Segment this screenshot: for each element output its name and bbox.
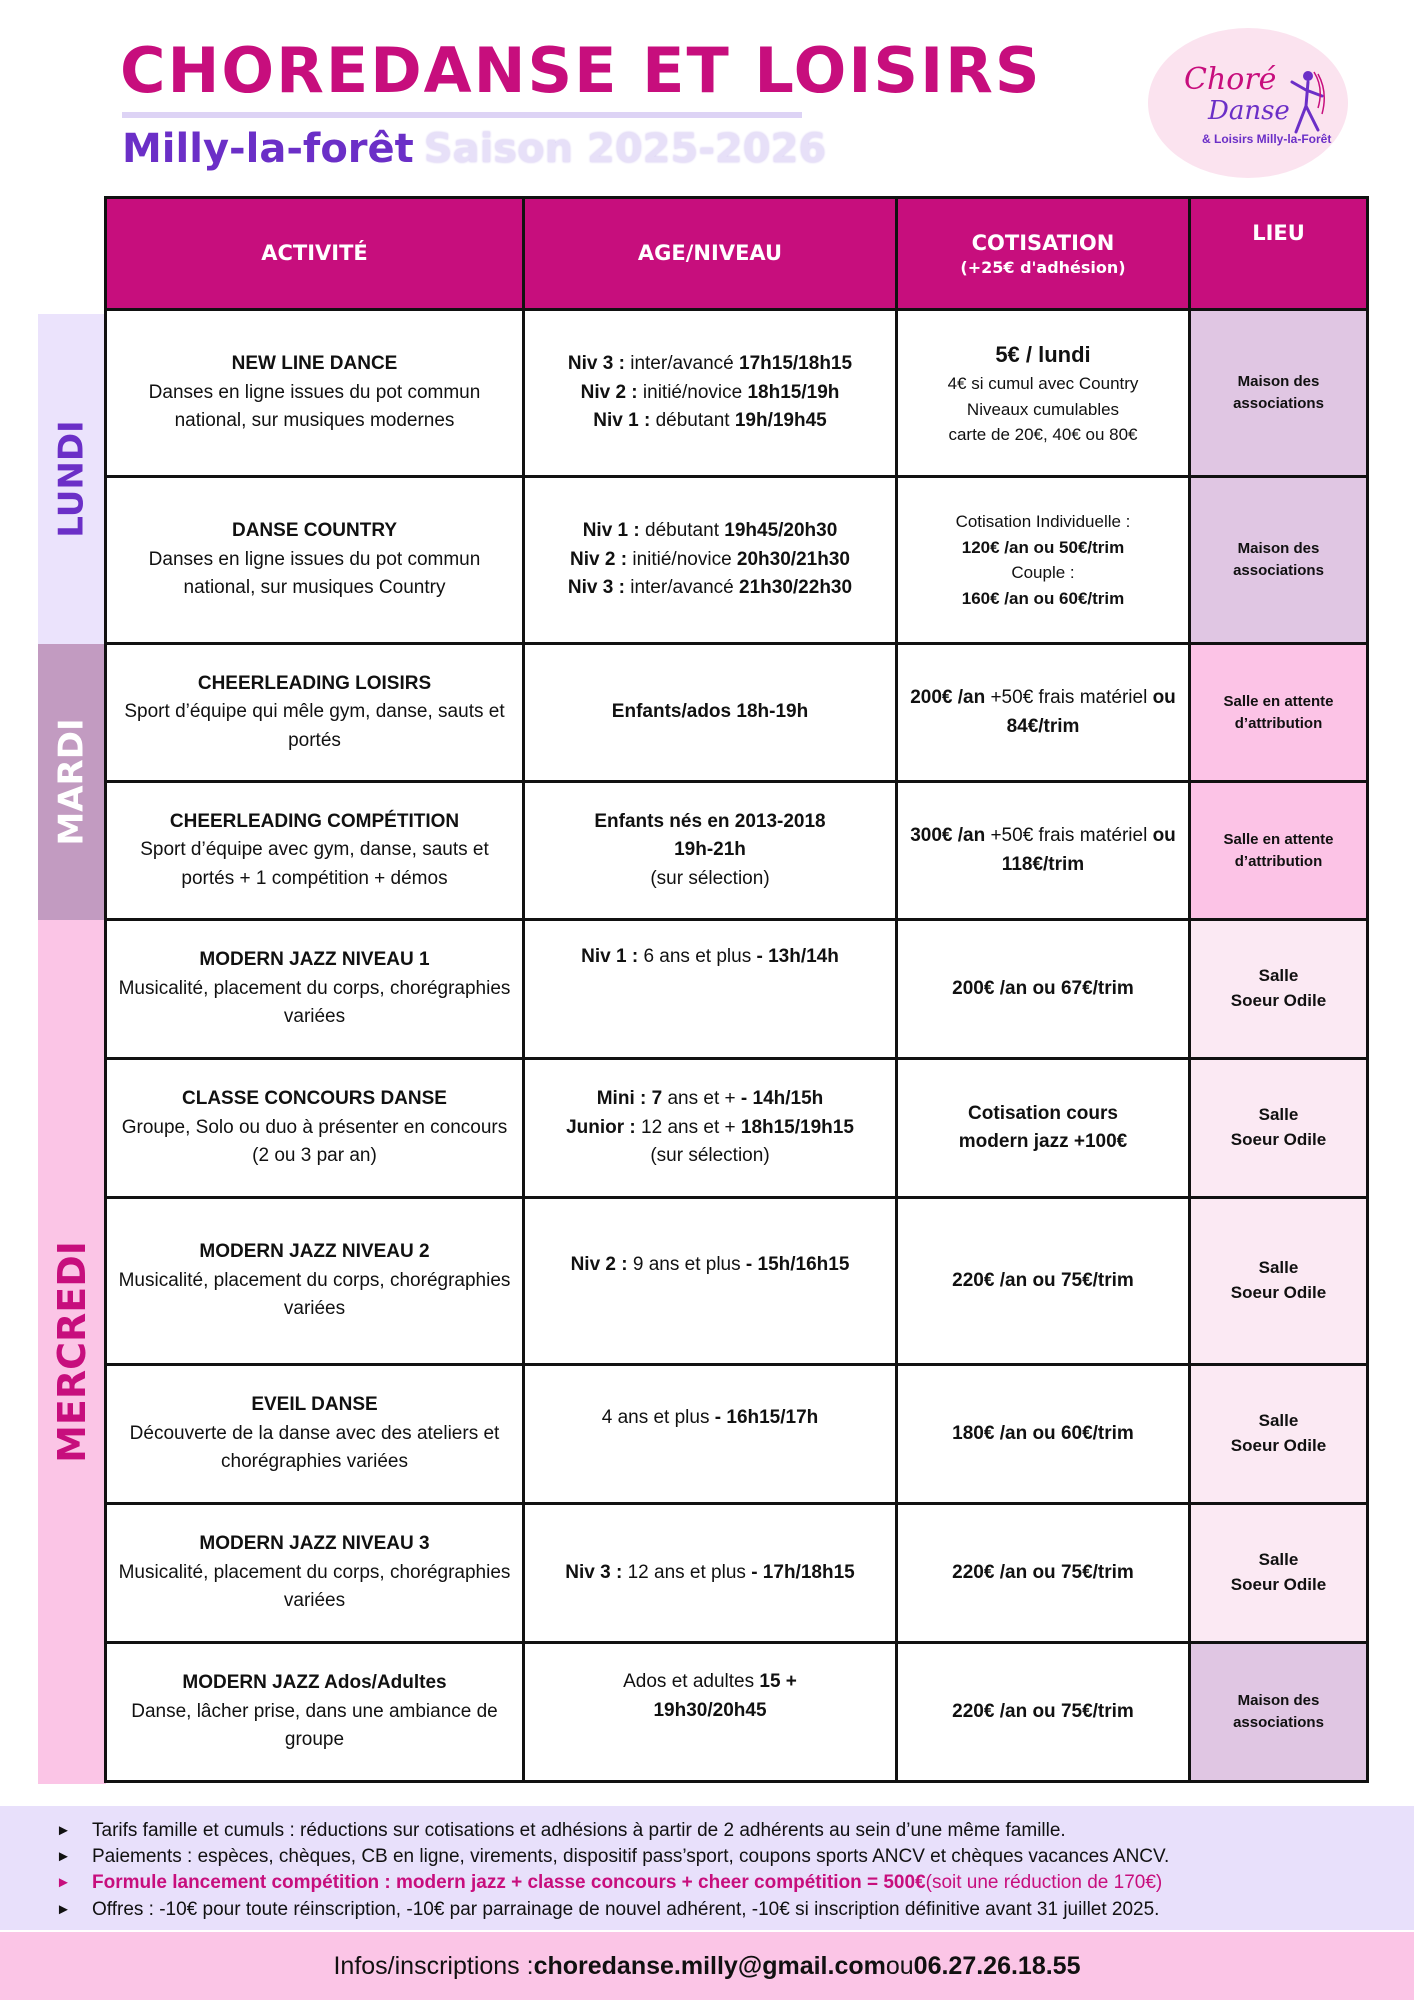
lieu-cell: Salle en attente d’attribution xyxy=(1190,644,1368,782)
cotisation-cell: 220€ /an ou 75€/trim xyxy=(897,1643,1190,1782)
day-label-mardi: MARDI xyxy=(38,644,106,920)
table-row xyxy=(106,1365,1368,1504)
table-row xyxy=(106,310,1368,477)
cotisation-cell: 5€ / lundi 4€ si cumul avec Country Niveaux cumulables carte de 20€, 40€ ou 80€ xyxy=(897,310,1190,477)
age-cell: Niv 1 : débutant 19h45/20h30 Niv 2 : initié/novice 20h30/21h30 Niv 3 : inter/avancé 21h30/22h30 xyxy=(524,477,897,644)
cotisation-cell: 300€ /an +50€ frais matériel ou 118€/trim xyxy=(897,782,1190,920)
age-cell: Enfants/ados 18h-19h xyxy=(524,644,897,782)
note-item: ► Offres : -10€ pour toute réinscription, -10€ par parrainage de nouvel adhérent, -10€ si inscription définitive avant 31 juillet 2025. xyxy=(56,1897,1414,1923)
col-header-lieu: LIEU xyxy=(1190,198,1368,310)
activity-cell: MODERN JAZZ Ados/Adultes Danse, lâcher prise, dans une ambiance de groupe xyxy=(106,1643,524,1782)
activity-cell: CHEERLEADING COMPÉTITION Sport d’équipe avec gym, danse, sauts et portés + 1 compétition + démos xyxy=(106,782,524,920)
table-row xyxy=(106,1643,1368,1782)
activity-cell: MODERN JAZZ NIVEAU 1 Musicalité, placement du corps, chorégraphies variées xyxy=(106,920,524,1059)
age-cell: Enfants nés en 2013-2018 19h-21h (sur sélection) xyxy=(524,782,897,920)
note-item: ► Tarifs famille et cumuls : réductions sur cotisations et adhésions à partir de 2 adhérents au sein d’une même famille. xyxy=(56,1818,1414,1844)
age-cell: Ados et adultes 15 + 19h30/20h45 xyxy=(524,1643,897,1782)
table-row xyxy=(106,1504,1368,1643)
activity-cell: CHEERLEADING LOISIRS Sport d’équipe qui mêle gym, danse, sauts et portés xyxy=(106,644,524,782)
footer-or: ou xyxy=(885,1951,914,1980)
lieu-cell: Maison des associations xyxy=(1190,310,1368,477)
arrow-right-icon: ► xyxy=(56,1874,71,1892)
contact-footer xyxy=(0,1932,1414,2000)
table-row xyxy=(106,477,1368,644)
table-row xyxy=(106,1198,1368,1365)
note-item-highlight: ► Formule lancement compétition : modern jazz + classe concours + cheer compétition = 500€ (soit une réduction de 170€) xyxy=(56,1870,1414,1896)
arrow-right-icon: ► xyxy=(56,1822,71,1839)
lieu-cell: Salle en attente d’attribution xyxy=(1190,782,1368,920)
table-row xyxy=(106,782,1368,920)
logo-text-danse: Danse xyxy=(1208,96,1290,126)
lieu-cell: Salle Soeur Odile xyxy=(1190,1504,1368,1643)
schedule-table xyxy=(104,196,1369,1783)
contact-phone[interactable]: 06.27.26.18.55 xyxy=(913,1951,1081,1980)
day-label-mercredi: MERCREDI xyxy=(38,920,106,1784)
arrow-right-icon: ► xyxy=(56,1900,71,1918)
page-title: CHOREDANSE ET LOISIRS xyxy=(120,34,1042,107)
town-name: Milly-la-forêt xyxy=(122,126,414,172)
activity-cell: DANSE COUNTRY Danses en ligne issues du pot commun national, sur musiques Country xyxy=(106,477,524,644)
cotisation-cell: Cotisation cours modern jazz +100€ xyxy=(897,1059,1190,1198)
activity-cell: NEW LINE DANCE Danses en ligne issues du pot commun national, sur musiques modernes xyxy=(106,310,524,477)
season-label: Saison 2025-2026 xyxy=(423,126,827,172)
cotisation-cell: Cotisation Individuelle : 120€ /an ou 50€/trim Couple : 160€ /an ou 60€/trim xyxy=(897,477,1190,644)
age-cell: Niv 3 : inter/avancé 17h15/18h15 Niv 2 : initié/novice 18h15/19h Niv 1 : débutant 19h/19h45 xyxy=(524,310,897,477)
table-row xyxy=(106,644,1368,782)
logo-text-loisirs: & Loisirs Milly-la-Forêt xyxy=(1202,132,1332,146)
footer-label: Infos/inscriptions : xyxy=(333,1951,534,1980)
dancer-icon xyxy=(1288,68,1328,138)
cotisation-cell: 200€ /an +50€ frais matériel ou 84€/trim xyxy=(897,644,1190,782)
lieu-cell: Maison des associations xyxy=(1190,477,1368,644)
table-row xyxy=(106,920,1368,1059)
age-cell: Niv 2 : 9 ans et plus - 15h/16h15 xyxy=(524,1198,897,1365)
lieu-cell: Salle Soeur Odile xyxy=(1190,1365,1368,1504)
note-item: ► Paiements : espèces, chèques, CB en ligne, virements, dispositif pass’sport, coupons sports ANCV et chèques vacances ANCV. xyxy=(56,1844,1414,1870)
contact-email[interactable]: choredanse.milly@gmail.com xyxy=(533,1951,886,1980)
table-header-row xyxy=(106,198,1368,310)
table-row xyxy=(106,1059,1368,1198)
cotisation-cell: 180€ /an ou 60€/trim xyxy=(897,1365,1190,1504)
activity-cell: CLASSE CONCOURS DANSE Groupe, Solo ou duo à présenter en concours (2 ou 3 par an) xyxy=(106,1059,524,1198)
activity-cell: EVEIL DANSE Découverte de la danse avec des ateliers et chorégraphies variées xyxy=(106,1365,524,1504)
age-cell: Niv 3 : 12 ans et plus - 17h/18h15 xyxy=(524,1504,897,1643)
col-header-cotisation: COTISATION (+25€ d'adhésion) xyxy=(897,198,1190,310)
activity-cell: MODERN JAZZ NIVEAU 3 Musicalité, placement du corps, chorégraphies variées xyxy=(106,1504,524,1643)
age-cell: Mini : 7 ans et + - 14h/15h Junior : 12 ans et + 18h15/19h15 (sur sélection) xyxy=(524,1059,897,1198)
col-header-activite: ACTIVITÉ xyxy=(106,198,524,310)
lieu-cell: Salle Soeur Odile xyxy=(1190,1059,1368,1198)
cotisation-cell: 200€ /an ou 67€/trim xyxy=(897,920,1190,1059)
club-logo xyxy=(1148,28,1348,178)
cotisation-cell: 220€ /an ou 75€/trim xyxy=(897,1504,1190,1643)
arrow-right-icon: ► xyxy=(56,1848,71,1866)
title-underline xyxy=(122,112,802,118)
logo-text-chore: Choré xyxy=(1184,62,1277,97)
subtitle xyxy=(122,126,826,172)
activity-cell: MODERN JAZZ NIVEAU 2 Musicalité, placement du corps, chorégraphies variées xyxy=(106,1198,524,1365)
lieu-cell: Salle Soeur Odile xyxy=(1190,920,1368,1059)
col-header-age: AGE/NIVEAU xyxy=(524,198,897,310)
age-cell: Niv 1 : 6 ans et plus - 13h/14h xyxy=(524,920,897,1059)
age-cell: 4 ans et plus - 16h15/17h xyxy=(524,1365,897,1504)
lieu-cell: Maison des associations xyxy=(1190,1643,1368,1782)
day-label-lundi: LUNDI xyxy=(38,314,106,644)
notes-panel xyxy=(0,1806,1414,1930)
cotisation-cell: 220€ /an ou 75€/trim xyxy=(897,1198,1190,1365)
lieu-cell: Salle Soeur Odile xyxy=(1190,1198,1368,1365)
